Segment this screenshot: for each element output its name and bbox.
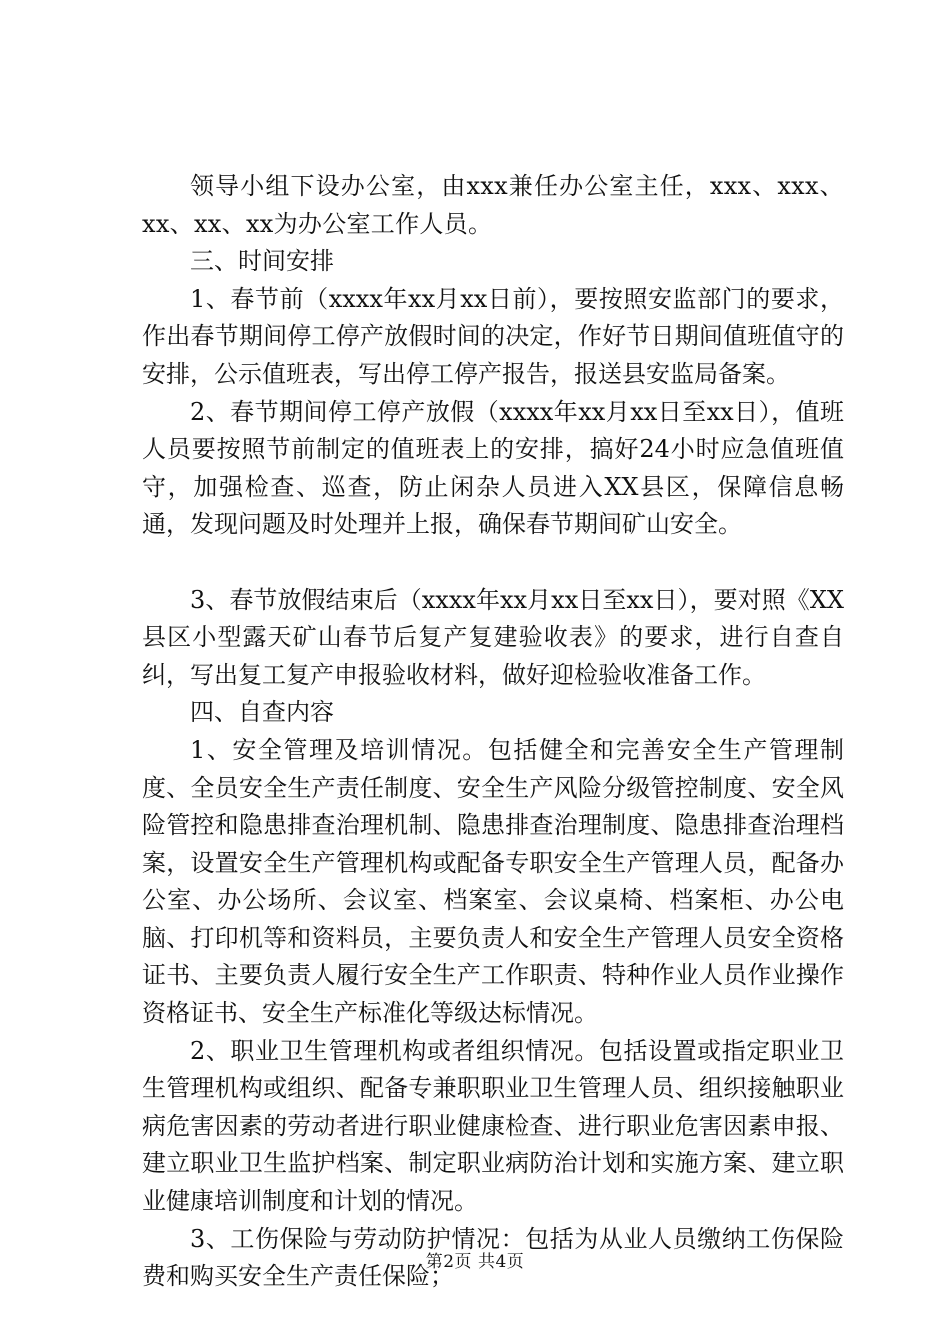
page-footer: 第2页 共4页 xyxy=(425,1252,525,1272)
paragraph-occupational-health: 2、职业卫生管理机构或者组织情况。包括设置或指定职业卫生管理机构或组织、配备专兼职职业卫生管理人员、组织接触职业病危害因素的劳动者进行职业健康检查、进行职业危害因素申报、建立职业卫生监护档案、制定职业病防治计划和实施方案、建立职业健康培训制度和计划的情况。 xyxy=(142,1036,844,1216)
paragraph-office: 领导小组下设办公室，由xxx兼任办公室主任，xxx、xxx、xx、xx、xx为办公室工作人员。 xyxy=(142,172,844,238)
paragraph-before-festival: 1、春节前（xxxx年xx月xx日前），要按照安监部门的要求，作出春节期间停工停产放假时间的决定，作好节日期间值班值守的安排，公示值班表，写出停工停产报告，报送县安监局备案。 xyxy=(142,284,844,388)
paragraph-injury-insurance: 3、工伤保险与劳动防护情况：包括为从业人员缴纳工伤保险费和购买安全生产责任保险； xyxy=(142,1224,844,1291)
section-heading-self-check: 四、自查内容 xyxy=(190,698,334,727)
paragraph-after-festival: 3、春节放假结束后（xxxx年xx月xx日至xx日），要对照《XX县区小型露天矿山春节后复产复建验收表》的要求，进行自查自纠，写出复工复产申报验收材料，做好迎检验收准备工作。 xyxy=(142,585,844,689)
document-body xyxy=(142,168,844,1296)
section-heading-schedule: 三、时间安排 xyxy=(190,247,334,276)
paragraph-gap xyxy=(142,544,844,582)
paragraph-safety-management: 1、安全管理及培训情况。包括健全和完善安全生产管理制度、全员安全生产责任制度、安全生产风险分级管控制度、安全风险管控和隐患排查治理机制、隐患排查治理制度、隐患排查治理档案，设置安全生产管理机构或配备专职安全生产管理人员，配备办公室、办公场所、会议室、档案室、会议桌椅、档案柜、办公电脑、打印机等和资料员，主要负责人和安全生产管理人员安全资格证书、主要负责人履行安全生产工作职责、特种作业人员作业操作资格证书、安全生产标准化等级达标情况。 xyxy=(142,735,844,1028)
paragraph-during-festival: 2、春节期间停工停产放假（xxxx年xx月xx日至xx日），值班人员要按照节前制定的值班表上的安排，搞好24小时应急值班值守，加强检查、巡查，防止闲杂人员进入XX县区，保障信息畅通，发现问题及时处理并上报，确保春节期间矿山安全。 xyxy=(142,397,844,539)
